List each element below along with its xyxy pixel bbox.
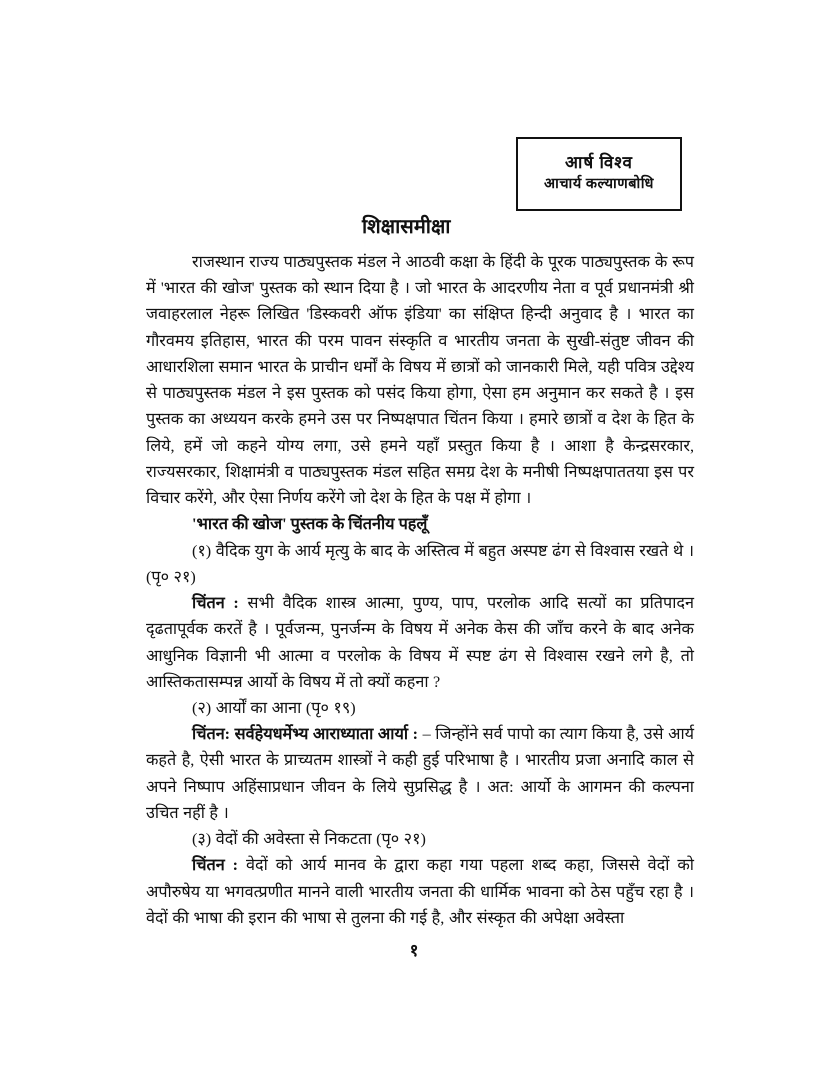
book-title-box bbox=[516, 137, 682, 211]
chintan-text-1: सभी वैदिक शास्त्र आत्मा, पुण्य, पाप, परलोक आदि सत्यों का प्रतिपादन दृढतापूर्वक करतें है । पूर्वजन्म, पुनर्जन्म के विषय में अनेक केस की जाँच करने के बाद अनेक आधुनिक विज्ञानी भी आत्मा व परलोक के विषय में स्पष्ट ढंग से विश्वास रखने लगे है, तो आस्तिकतासम्पन्न आर्यो के विषय में तो क्यों कहना ? bbox=[146, 594, 694, 691]
chintan-label-1: चिंतन : bbox=[192, 594, 239, 613]
chintan-bold-extra-2: सर्वहेयधर्मेभ्य आराध्याता आर्या : bbox=[230, 725, 419, 744]
chintan-label-3: चिंतन : bbox=[192, 856, 239, 875]
chintan-label-2: चिंतन: bbox=[192, 725, 231, 744]
book-title: आर्ष विश्व bbox=[565, 152, 633, 172]
point-3-statement: (३) वेदों की अवेस्ता से निकटता (पृ० २१) bbox=[192, 830, 426, 849]
point-2-chintan bbox=[146, 721, 694, 826]
point-2-statement: (२) आर्यों का आना (पृ० १९) bbox=[192, 698, 356, 717]
point-1-chintan bbox=[146, 590, 694, 695]
chintan-text-2: – जिन्होंने सर्व पापो का त्याग किया है, उसे आर्य कहते है, ऐसी भारत के प्राच्यतम शास्त्रों ने कही हुई परिभाषा है । भारतीय प्रजा अनादि काल से अपने निष्पाप अहिंसाप्रधान जीवन के लिये सुप्रसिद्ध है । अत: आर्यो के आगमन की कल्पना उचित नहीं है । bbox=[146, 725, 695, 822]
section-subheading: 'भारत की खोज' पुस्तक के चिंतनीय पहलूँ bbox=[192, 515, 428, 534]
point-3-chintan bbox=[146, 852, 694, 931]
book-author: आचार्य कल्याणबोधि bbox=[544, 175, 654, 192]
page-number: १ bbox=[409, 941, 419, 960]
page-title: शिक्षासमीक्षा bbox=[362, 216, 451, 238]
point-1-statement: (१) वैदिक युग के आर्य मृत्यु के बाद के अस्तित्व में बहुत अस्पष्ट ढंग से विश्वास रखते थे । (पृ० २१) bbox=[146, 541, 694, 586]
chintan-text-3: वेदों को आर्य मानव के द्वारा कहा गया पहला शब्द कहा, जिससे वेदों को अपौरुषेय या भगवत्प्रणीत मानने वाली भारतीय जनता की धार्मिक भावना को ठेस पहुँच रहा है । वेदों की भाषा की इरान की भाषा से तुलना की गई है, और संस्कृत की अपेक्षा अवेस्ता bbox=[146, 856, 694, 927]
document-body bbox=[146, 214, 694, 931]
intro-paragraph: राजस्थान राज्य पाठ्यपुस्तक मंडल ने आठवी कक्षा के हिंदी के पूरक पाठ्यपुस्तक के रूप में 'भारत की खोज' पुस्तक को स्थान दिया है । जो भारत के आदरणीय नेता व पूर्व प्रधानमंत्री श्री जवाहरलाल नेहरू लिखित 'डिस्कवरी ऑफ इंडिया' का संक्षिप्त हिन्दी अनुवाद है । भारत का गौरवमय इतिहास, भारत की परम पावन संस्कृति व भारतीय जनता के सुखी-संतुष्ट जीवन की आधारशिला समान भारत के प्राचीन धर्मों के विषय में छात्रों को जानकारी मिले, यही पवित्र उद्देश्य से पाठ्यपुस्तक मंडल ने इस पुस्तक को पसंद किया होगा, ऐसा हम अनुमान कर सकते है । इस पुस्तक का अध्ययन करके हमने उस पर निष्पक्षपात चिंतन किया । हमारे छात्रों व देश के हित के लिये, हमें जो कहने योग्य लगा, उसे हमने यहाँ प्रस्तुत किया है । आशा है केन्द्रसरकार, राज्यसरकार, शिक्षामंत्री व पाठ्यपुस्तक मंडल सहित समग्र देश के मनीषी निष्पक्षपाततया इस पर विचार करेंगे, और ऐसा निर्णय करेंगे जो देश के हित के पक्ष में होगा । bbox=[146, 253, 694, 508]
